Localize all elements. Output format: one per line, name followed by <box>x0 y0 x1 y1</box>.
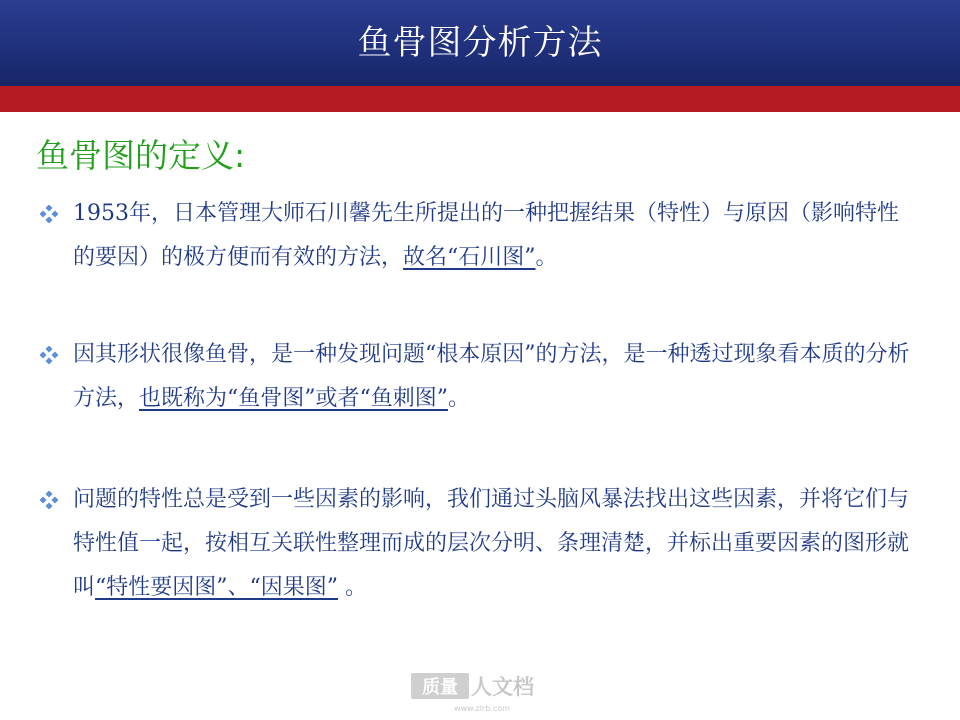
bullet-tail-text: 。 <box>448 386 471 411</box>
svg-text:质量: 质量 <box>422 677 458 698</box>
bullet-main-text: 问题的特性总是受到一些因素的影响，我们通过头脑风暴法找出这些因素，并将它们与特性值一起，按相互关联性整理而成的层次分明、条理清楚，并标出重要因素的图形就叫 <box>73 487 910 600</box>
bullet-text <box>73 478 916 610</box>
diamond-bullet-icon <box>36 478 62 522</box>
watermark-logo <box>407 670 557 716</box>
diamond-bullet-icon <box>36 333 62 377</box>
bullet-text <box>73 192 916 280</box>
bullet-text <box>73 333 916 421</box>
section-title: 鱼骨图的定义: <box>36 136 246 175</box>
bullet-item <box>36 333 916 421</box>
slide-title: 鱼骨图分析方法 <box>357 23 603 63</box>
svg-text:www.zlrb.com: www.zlrb.com <box>454 704 510 713</box>
bullet-underlined-text: “特性要因图”、“因果图” <box>95 575 339 600</box>
bullet-underlined-text: 故名“石川图” <box>403 245 536 270</box>
bullet-main-text: 因其形状很像鱼骨，是一种发现问题“根本原因”的方法，是一种透过现象看本质的分析方法， <box>73 342 910 411</box>
bullet-tail-text: 。 <box>535 245 558 270</box>
bullet-tail-text: 。 <box>338 575 368 600</box>
red-band <box>0 86 960 112</box>
bullet-item <box>36 478 916 610</box>
bullet-item <box>36 192 916 280</box>
diamond-bullet-icon <box>36 192 62 236</box>
bullet-underlined-text: 也既称为“鱼骨图”或者“鱼刺图” <box>139 386 449 411</box>
bullet-main-text: 1953年，日本管理大师石川馨先生所提出的一种把握结果（特性）与原因（影响特性的要因）的极方便而有效的方法， <box>73 201 899 270</box>
svg-text:人文档: 人文档 <box>471 675 534 699</box>
